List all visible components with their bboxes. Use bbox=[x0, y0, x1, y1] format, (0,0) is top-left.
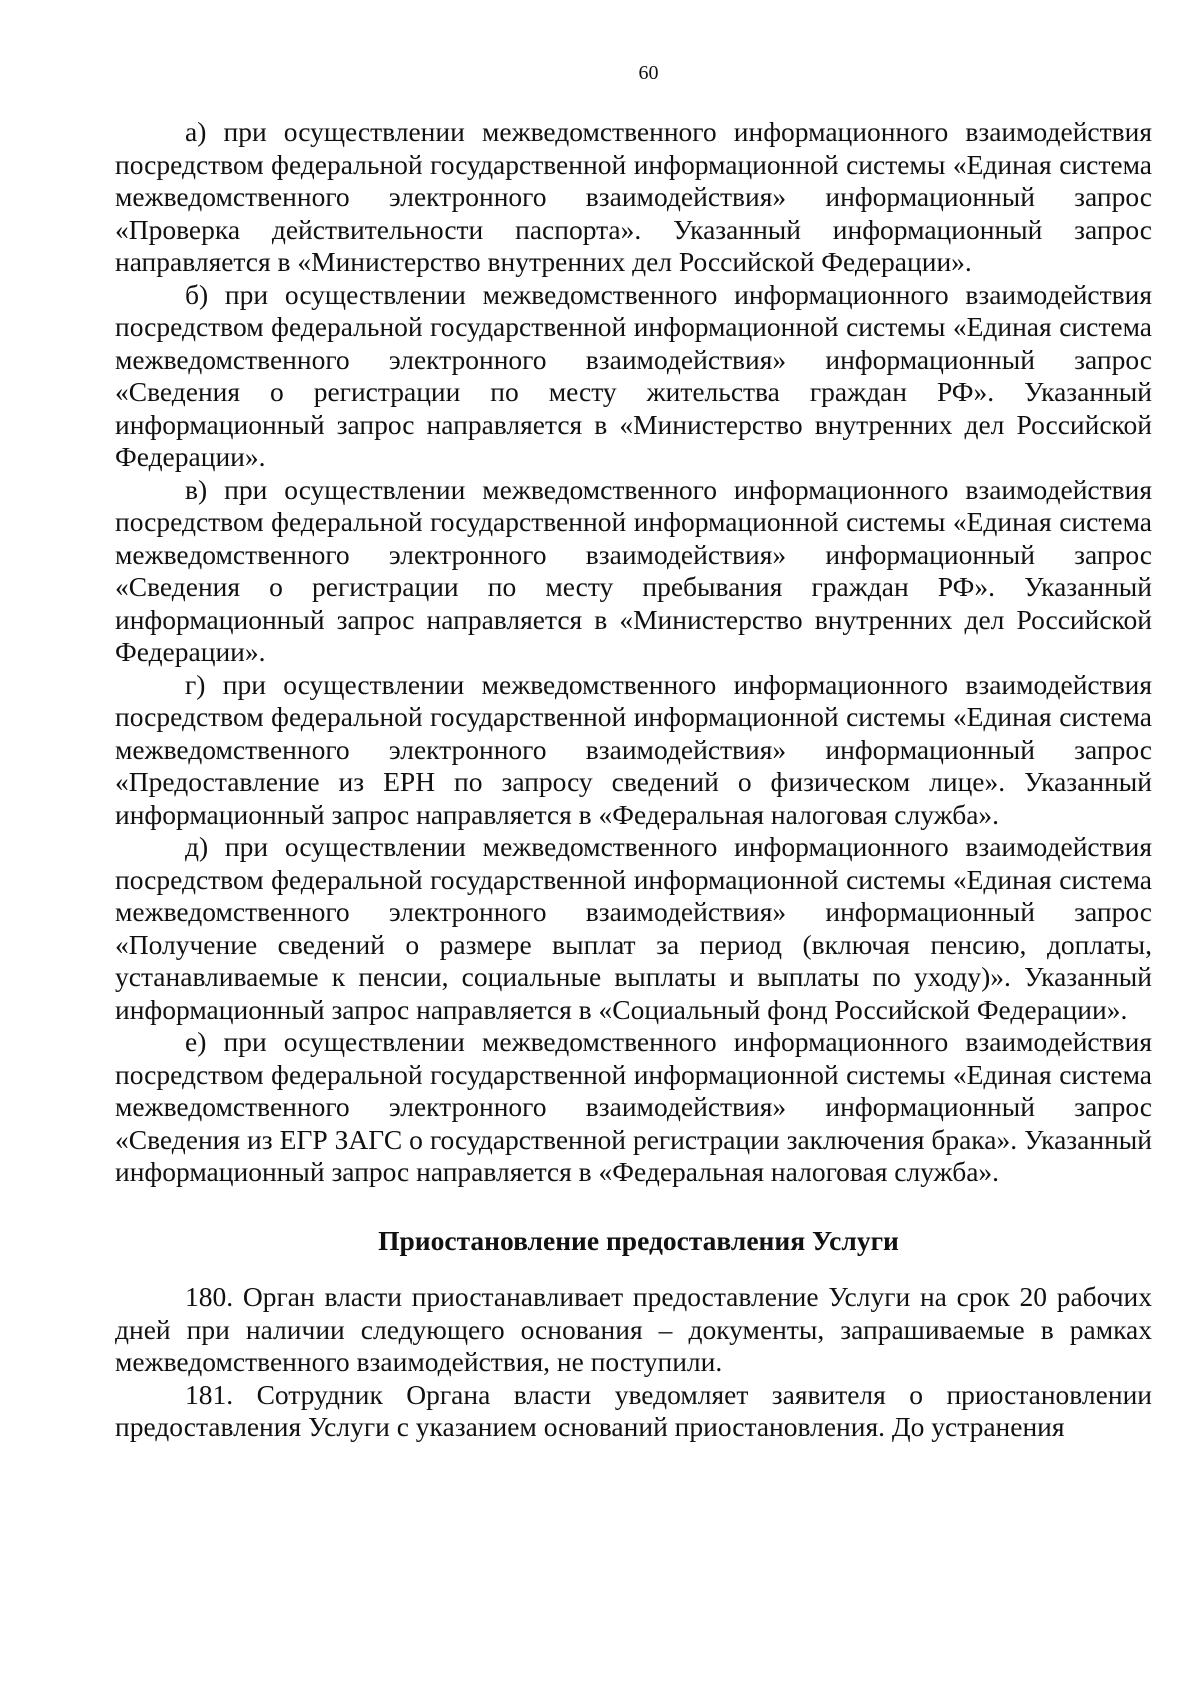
paragraph-a: а) при осуществлении межведомственного информационного взаимодействия посредством федеральной государственной информационной системы «Единая система межведомственного электронного взаимодействия» информационный запрос «Проверка действительности паспорта». Указанный информационный запрос направляется в «Министерство внутренних дел Российской Федерации». bbox=[115, 116, 1152, 277]
paragraph-180: 180. Орган власти приостанавливает предоставление Услуги на срок 20 рабочих дней при наличии следующего основания – документы, запрашиваемые в рамках межведомственного взаимодействия, не поступили. bbox=[115, 1281, 1152, 1377]
document-page bbox=[115, 58, 1152, 1444]
paragraph-e: е) при осуществлении межведомственного информационного взаимодействия посредством федеральной государственной информационной системы «Единая система межведомственного электронного взаимодействия» информационный запрос «Сведения из ЕГР ЗАГС о государственной регистрации заключения брака». Указанный информационный запрос направляется в «Федеральная налоговая служба». bbox=[115, 1026, 1152, 1187]
paragraph-181: 181. Сотрудник Органа власти уведомляет заявителя о приостановлении предоставления Услуги с указанием оснований приостановления. До устранения bbox=[115, 1378, 1152, 1442]
page-number: 60 bbox=[638, 62, 659, 84]
paragraph-v: в) при осуществлении межведомственного информационного взаимодействия посредством федеральной государственной информационной системы «Единая система межведомственного электронного взаимодействия» информационный запрос «Сведения о регистрации по месту пребывания граждан РФ». Указанный информационный запрос направляется в «Министерство внутренних дел Российской Федерации». bbox=[115, 473, 1152, 667]
paragraph-g: г) при осуществлении межведомственного информационного взаимодействия посредством федеральной государственной информационной системы «Единая система межведомственного электронного взаимодействия» информационный запрос «Предоставление из ЕРН по запросу сведений о физическом лице». Указанный информационный запрос направляется в «Федеральная налоговая служба». bbox=[115, 668, 1152, 830]
paragraph-b: б) при осуществлении межведомственного информационного взаимодействия посредством федеральной государственной информационной системы «Единая система межведомственного электронного взаимодействия» информационный запрос «Сведения о регистрации по месту жительства граждан РФ». Указанный информационный запрос направляется в «Министерство внутренних дел Российской Федерации». bbox=[115, 278, 1152, 472]
section-heading: Приостановление предоставления Услуги bbox=[378, 1224, 899, 1256]
paragraph-d: д) при осуществлении межведомственного информационного взаимодействия посредством федеральной государственной информационной системы «Единая система межведомственного электронного взаимодействия» информационный запрос «Получение сведений о размере выплат за период (включая пенсию, доплаты, устанавливаемые к пенсии, социальные выплаты и выплаты по уходу)». Указанный информационный запрос направляется в «Социальный фонд Российской Федерации». bbox=[115, 831, 1152, 1025]
